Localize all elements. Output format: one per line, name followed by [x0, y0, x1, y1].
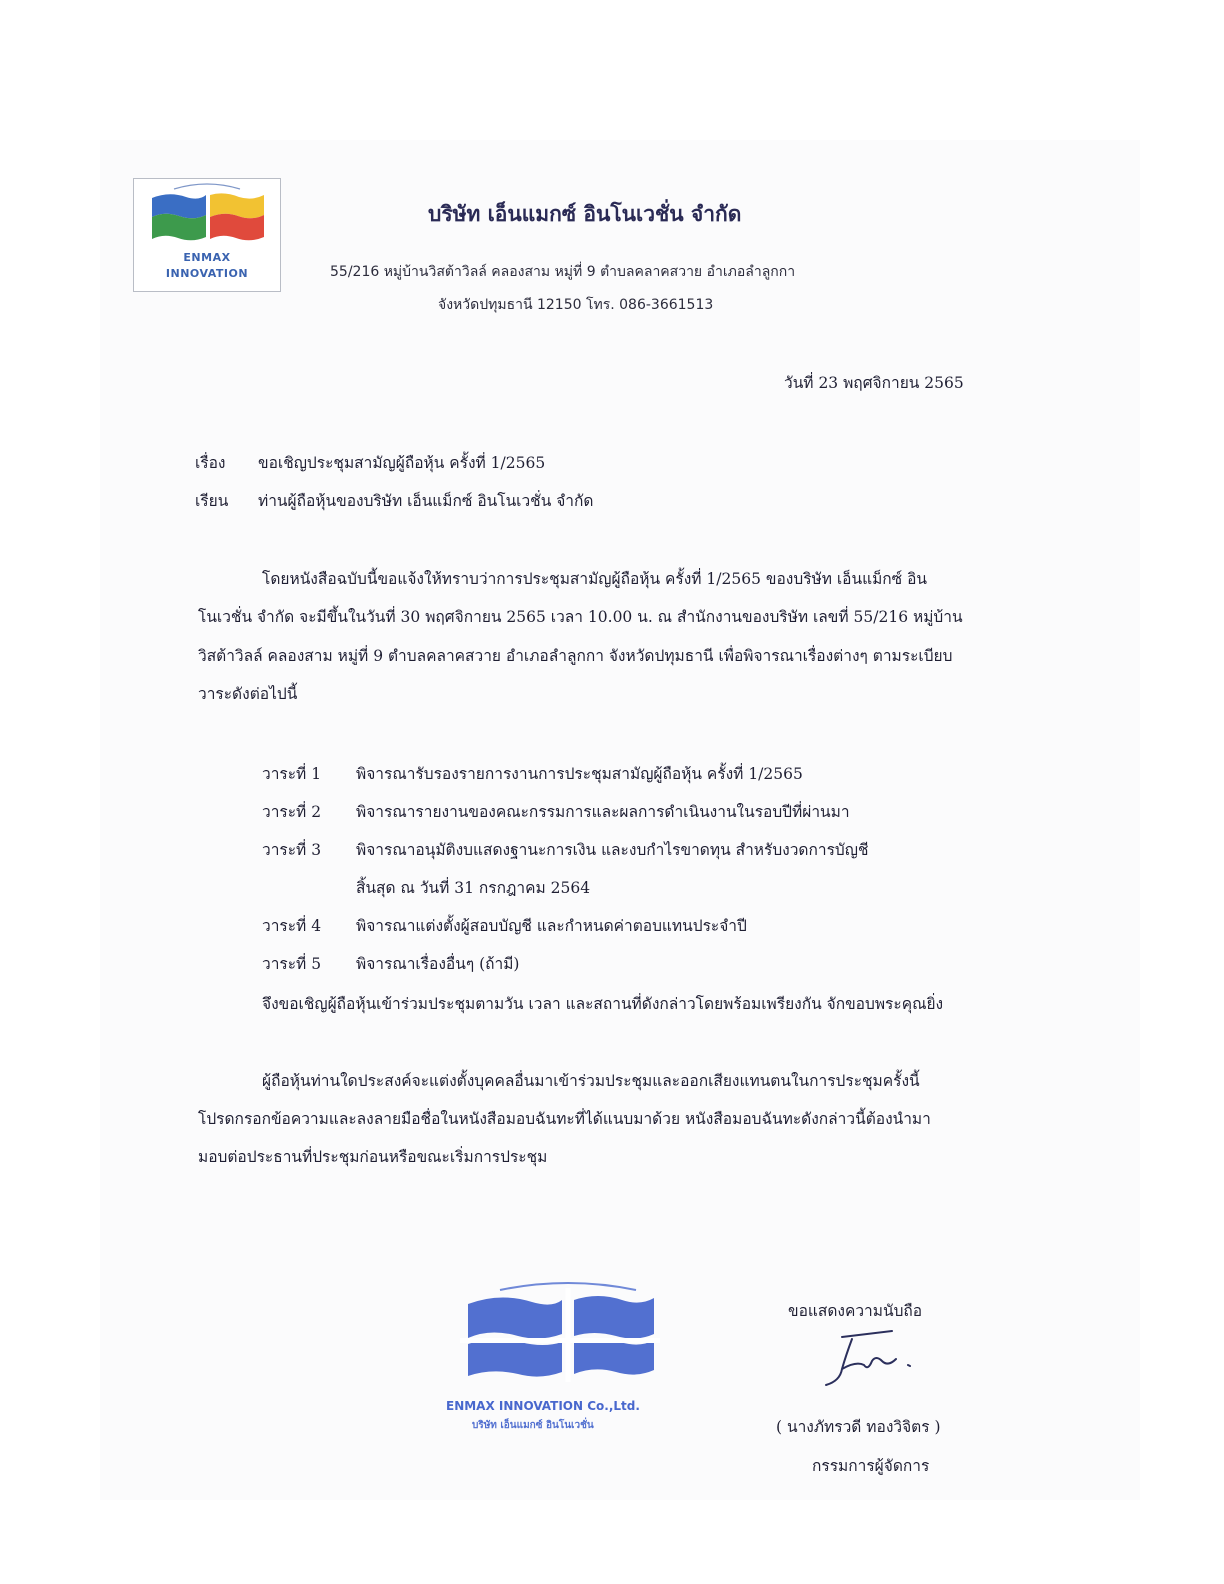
stamp-text-line2: บริษัท เอ็นแมกซ์ อินโนเวชั่น	[472, 1420, 594, 1431]
agenda-4-text: พิจารณาแต่งตั้งผู้สอบบัญชี และกำหนดค่าตอบแทนประจำปี	[356, 917, 747, 935]
signatory-name: ( นางภัทรวดี ทองวิจิตร )	[776, 1418, 941, 1436]
agenda-2-label: วาระที่ 2	[262, 803, 322, 821]
stamp-text-line1: ENMAX INNOVATION Co.,Ltd.	[446, 1399, 640, 1413]
agenda-5-label: วาระที่ 5	[262, 955, 322, 973]
closing-regards: ขอแสดงความนับถือ	[788, 1302, 923, 1320]
letter-date: วันที่ 23 พฤศจิกายน 2565	[784, 374, 964, 392]
agenda-4-label: วาระที่ 4	[262, 917, 322, 935]
address-line2: จังหวัดปทุมธานี 12150 โทร. 086-3661513	[438, 297, 714, 313]
agenda-2-text: พิจารณารายงานของคณะกรรมการและผลการดำเนินงานในรอบปีที่ผ่านมา	[356, 803, 850, 821]
company-logo	[133, 178, 281, 292]
subject-label: เรื่อง	[195, 454, 226, 472]
logo-flags-icon	[144, 183, 270, 253]
intro-line-1: โดยหนังสือฉบับนี้ขอแจ้งให้ทราบว่าการประชุมสามัญผู้ถือหุ้น ครั้งที่ 1/2565 ของบริษัท เอ็นแม็กซ์ อิน	[262, 570, 928, 588]
intro-line-3: วิสต้าวิลล์ คลองสาม หมู่ที่ 9 ตำบลคลาคสวาย อำเภอลำลูกกา จังหวัดปทุมธานี เพื่อพิจารณาเรื่องต่างๆ ตามระเบียบ	[198, 647, 953, 665]
subject-text: ขอเชิญประชุมสามัญผู้ถือหุ้น ครั้งที่ 1/2565	[258, 454, 546, 472]
company-stamp	[440, 1282, 700, 1446]
logo-text-line1: ENMAX	[183, 251, 231, 264]
logo-text-line2: INNOVATION	[165, 267, 249, 280]
proxy-line-3: มอบต่อประธานที่ประชุมก่อนหรือขณะเริ่มการประชุม	[198, 1148, 548, 1166]
company-name: บริษัท เอ็นแมกซ์ อินโนเวชั่น จำกัด	[428, 202, 742, 226]
proxy-line-2: โปรดกรอกข้อความและลงลายมือชื่อในหนังสือมอบฉันทะที่ได้แนบมาด้วย หนังสือมอบฉันทะดังกล่าวนี้ต้องนำมา	[198, 1110, 931, 1128]
handwritten-signature	[812, 1325, 932, 1399]
agenda-3-text: พิจารณาอนุมัติงบแสดงฐานะการเงิน และงบกำไรขาดทุน สำหรับงวดการบัญชี	[356, 841, 869, 859]
agenda-3-label: วาระที่ 3	[262, 841, 322, 859]
agenda-3-text-cont: สิ้นสุด ณ วันที่ 31 กรกฎาคม 2564	[356, 879, 591, 897]
agenda-1-text: พิจารณารับรองรายการงานการประชุมสามัญผู้ถือหุ้น ครั้งที่ 1/2565	[356, 765, 803, 783]
agenda-5-text: พิจารณาเรื่องอื่นๆ (ถ้ามี)	[356, 955, 520, 973]
proxy-line-1: ผู้ถือหุ้นท่านใดประสงค์จะแต่งตั้งบุคคลอื่นมาเข้าร่วมประชุมและออกเสียงแทนตนในการประชุมครั้งนี้	[262, 1072, 920, 1090]
signatory-position: กรรมการผู้จัดการ	[812, 1457, 930, 1475]
intro-line-2: โนเวชั่น จำกัด จะมีขึ้นในวันที่ 30 พฤศจิกายน 2565 เวลา 10.00 น. ณ สำนักงานของบริษัท เลขที่ 55/216 หมู่บ้าน	[198, 608, 963, 626]
agenda-1-label: วาระที่ 1	[262, 765, 322, 783]
address-line1: 55/216 หมู่บ้านวิสต้าวิลล์ คลองสาม หมู่ที่ 9 ตำบลคลาคสวาย อำเภอลำลูกกา	[330, 264, 796, 280]
recipient-text: ท่านผู้ถือหุ้นของบริษัท เอ็นแม็กซ์ อินโนเวชั่น จำกัด	[258, 492, 594, 510]
recipient-label: เรียน	[195, 492, 229, 510]
intro-line-4: วาระดังต่อไปนี้	[198, 685, 298, 703]
invitation-text: จึงขอเชิญผู้ถือหุ้นเข้าร่วมประชุมตามวัน เวลา และสถานที่ดังกล่าวโดยพร้อมเพรียงกัน จักขอบพระคุณยิ่ง	[262, 995, 944, 1013]
stamp-flag-icon	[440, 1282, 700, 1442]
